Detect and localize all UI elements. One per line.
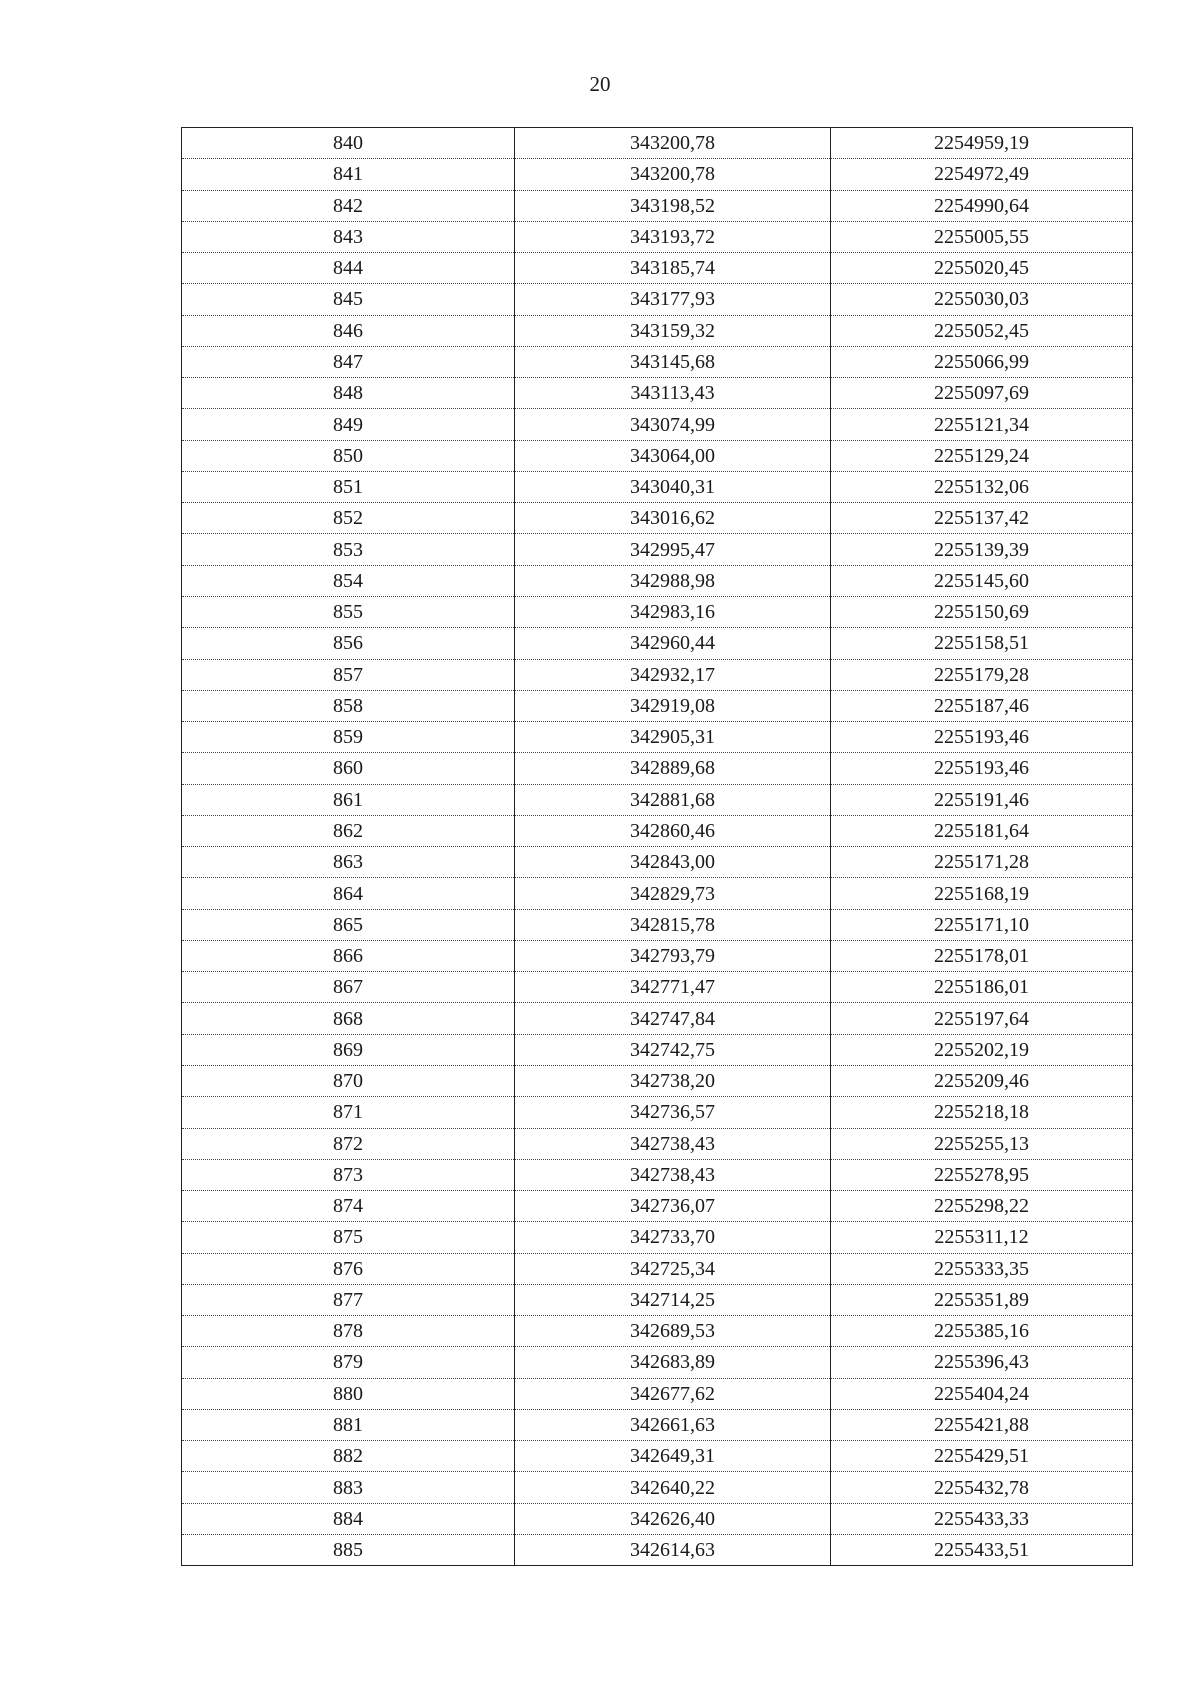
point-number-cell: 884 (182, 1503, 515, 1534)
point-number-cell: 852 (182, 503, 515, 534)
x-coordinate-cell: 342733,70 (515, 1222, 831, 1253)
point-number-cell: 874 (182, 1191, 515, 1222)
y-coordinate-cell: 2255218,18 (831, 1097, 1133, 1128)
point-number-cell: 854 (182, 565, 515, 596)
point-number-cell: 856 (182, 628, 515, 659)
x-coordinate-cell: 342626,40 (515, 1503, 831, 1534)
table-row (182, 346, 1133, 377)
y-coordinate-cell: 2255097,69 (831, 378, 1133, 409)
table-row (182, 284, 1133, 315)
point-number-cell: 875 (182, 1222, 515, 1253)
table-row (182, 815, 1133, 846)
point-number-cell: 885 (182, 1534, 515, 1565)
x-coordinate-cell: 342640,22 (515, 1472, 831, 1503)
x-coordinate-cell: 342725,34 (515, 1253, 831, 1284)
y-coordinate-cell: 2255433,33 (831, 1503, 1133, 1534)
point-number-cell: 859 (182, 722, 515, 753)
point-number-cell: 866 (182, 940, 515, 971)
y-coordinate-cell: 2255433,51 (831, 1534, 1133, 1565)
y-coordinate-cell: 2255333,35 (831, 1253, 1133, 1284)
table-row (182, 596, 1133, 627)
x-coordinate-cell: 343193,72 (515, 221, 831, 252)
point-number-cell: 883 (182, 1472, 515, 1503)
x-coordinate-cell: 342860,46 (515, 815, 831, 846)
y-coordinate-cell: 2255132,06 (831, 471, 1133, 502)
x-coordinate-cell: 342736,57 (515, 1097, 831, 1128)
y-coordinate-cell: 2255137,42 (831, 503, 1133, 534)
table-row (182, 503, 1133, 534)
x-coordinate-cell: 342960,44 (515, 628, 831, 659)
x-coordinate-cell: 343200,78 (515, 159, 831, 190)
x-coordinate-cell: 343113,43 (515, 378, 831, 409)
point-number-cell: 853 (182, 534, 515, 565)
x-coordinate-cell: 342995,47 (515, 534, 831, 565)
y-coordinate-cell: 2255186,01 (831, 972, 1133, 1003)
y-coordinate-cell: 2255178,01 (831, 940, 1133, 971)
point-number-cell: 861 (182, 784, 515, 815)
table-row (182, 1191, 1133, 1222)
y-coordinate-cell: 2255209,46 (831, 1065, 1133, 1096)
x-coordinate-cell: 342771,47 (515, 972, 831, 1003)
table-row (182, 1253, 1133, 1284)
y-coordinate-cell: 2255139,39 (831, 534, 1133, 565)
table-row (182, 409, 1133, 440)
x-coordinate-cell: 342649,31 (515, 1441, 831, 1472)
table-row (182, 1378, 1133, 1409)
table-row (182, 784, 1133, 815)
y-coordinate-cell: 2255202,19 (831, 1034, 1133, 1065)
y-coordinate-cell: 2255121,34 (831, 409, 1133, 440)
point-number-cell: 878 (182, 1316, 515, 1347)
table-row (182, 221, 1133, 252)
table-row (182, 972, 1133, 1003)
table-row (182, 1159, 1133, 1190)
point-number-cell: 846 (182, 315, 515, 346)
point-number-cell: 872 (182, 1128, 515, 1159)
table-row (182, 878, 1133, 909)
y-coordinate-cell: 2255278,95 (831, 1159, 1133, 1190)
y-coordinate-cell: 2255385,16 (831, 1316, 1133, 1347)
y-coordinate-cell: 2255171,28 (831, 847, 1133, 878)
table-row (182, 753, 1133, 784)
x-coordinate-cell: 342689,53 (515, 1316, 831, 1347)
x-coordinate-cell: 342843,00 (515, 847, 831, 878)
y-coordinate-cell: 2255171,10 (831, 909, 1133, 940)
y-coordinate-cell: 2255193,46 (831, 722, 1133, 753)
table-row (182, 722, 1133, 753)
y-coordinate-cell: 2255145,60 (831, 565, 1133, 596)
table-row (182, 1409, 1133, 1440)
y-coordinate-cell: 2255197,64 (831, 1003, 1133, 1034)
x-coordinate-cell: 343198,52 (515, 190, 831, 221)
table-row (182, 847, 1133, 878)
x-coordinate-cell: 343016,62 (515, 503, 831, 534)
x-coordinate-cell: 342742,75 (515, 1034, 831, 1065)
y-coordinate-cell: 2255168,19 (831, 878, 1133, 909)
point-number-cell: 864 (182, 878, 515, 909)
table-row (182, 940, 1133, 971)
y-coordinate-cell: 2254990,64 (831, 190, 1133, 221)
point-number-cell: 882 (182, 1441, 515, 1472)
table-row (182, 659, 1133, 690)
y-coordinate-cell: 2255311,12 (831, 1222, 1133, 1253)
point-number-cell: 849 (182, 409, 515, 440)
x-coordinate-cell: 342881,68 (515, 784, 831, 815)
table-row (182, 128, 1133, 159)
table-row (182, 1316, 1133, 1347)
table-row (182, 440, 1133, 471)
table-row (182, 1534, 1133, 1565)
x-coordinate-cell: 342793,79 (515, 940, 831, 971)
point-number-cell: 848 (182, 378, 515, 409)
y-coordinate-cell: 2254959,19 (831, 128, 1133, 159)
point-number-cell: 865 (182, 909, 515, 940)
y-coordinate-cell: 2255193,46 (831, 753, 1133, 784)
point-number-cell: 869 (182, 1034, 515, 1065)
y-coordinate-cell: 2255181,64 (831, 815, 1133, 846)
x-coordinate-cell: 342747,84 (515, 1003, 831, 1034)
point-number-cell: 863 (182, 847, 515, 878)
x-coordinate-cell: 343064,00 (515, 440, 831, 471)
table-row (182, 909, 1133, 940)
point-number-cell: 843 (182, 221, 515, 252)
y-coordinate-cell: 2254972,49 (831, 159, 1133, 190)
table-row (182, 1034, 1133, 1065)
table-row (182, 1503, 1133, 1534)
table-row (182, 1284, 1133, 1315)
point-number-cell: 876 (182, 1253, 515, 1284)
x-coordinate-cell: 342614,63 (515, 1534, 831, 1565)
table-row (182, 565, 1133, 596)
x-coordinate-cell: 342683,89 (515, 1347, 831, 1378)
x-coordinate-cell: 342983,16 (515, 596, 831, 627)
table-row (182, 1222, 1133, 1253)
y-coordinate-cell: 2255005,55 (831, 221, 1133, 252)
point-number-cell: 868 (182, 1003, 515, 1034)
coordinates-table-body (182, 128, 1133, 1566)
x-coordinate-cell: 342738,43 (515, 1159, 831, 1190)
table-row (182, 315, 1133, 346)
x-coordinate-cell: 342736,07 (515, 1191, 831, 1222)
x-coordinate-cell: 342738,43 (515, 1128, 831, 1159)
x-coordinate-cell: 342714,25 (515, 1284, 831, 1315)
y-coordinate-cell: 2255187,46 (831, 690, 1133, 721)
point-number-cell: 867 (182, 972, 515, 1003)
point-number-cell: 841 (182, 159, 515, 190)
point-number-cell: 873 (182, 1159, 515, 1190)
table-row (182, 1472, 1133, 1503)
point-number-cell: 851 (182, 471, 515, 502)
y-coordinate-cell: 2255432,78 (831, 1472, 1133, 1503)
point-number-cell: 845 (182, 284, 515, 315)
coordinates-table (181, 127, 1133, 1566)
point-number-cell: 870 (182, 1065, 515, 1096)
x-coordinate-cell: 343177,93 (515, 284, 831, 315)
point-number-cell: 879 (182, 1347, 515, 1378)
point-number-cell: 844 (182, 253, 515, 284)
x-coordinate-cell: 342988,98 (515, 565, 831, 596)
point-number-cell: 880 (182, 1378, 515, 1409)
table-row (182, 159, 1133, 190)
y-coordinate-cell: 2255020,45 (831, 253, 1133, 284)
point-number-cell: 850 (182, 440, 515, 471)
y-coordinate-cell: 2255396,43 (831, 1347, 1133, 1378)
x-coordinate-cell: 342932,17 (515, 659, 831, 690)
y-coordinate-cell: 2255191,46 (831, 784, 1133, 815)
point-number-cell: 881 (182, 1409, 515, 1440)
x-coordinate-cell: 342889,68 (515, 753, 831, 784)
table-row (182, 1128, 1133, 1159)
y-coordinate-cell: 2255030,03 (831, 284, 1133, 315)
table-row (182, 1097, 1133, 1128)
y-coordinate-cell: 2255404,24 (831, 1378, 1133, 1409)
y-coordinate-cell: 2255129,24 (831, 440, 1133, 471)
x-coordinate-cell: 343185,74 (515, 253, 831, 284)
x-coordinate-cell: 342677,62 (515, 1378, 831, 1409)
point-number-cell: 840 (182, 128, 515, 159)
table-row (182, 253, 1133, 284)
y-coordinate-cell: 2255421,88 (831, 1409, 1133, 1440)
page-number: 20 (589, 72, 611, 96)
point-number-cell: 855 (182, 596, 515, 627)
point-number-cell: 858 (182, 690, 515, 721)
point-number-cell: 871 (182, 1097, 515, 1128)
y-coordinate-cell: 2255066,99 (831, 346, 1133, 377)
table-row (182, 1441, 1133, 1472)
table-row (182, 628, 1133, 659)
point-number-cell: 847 (182, 346, 515, 377)
x-coordinate-cell: 343074,99 (515, 409, 831, 440)
table-row (182, 471, 1133, 502)
y-coordinate-cell: 2255351,89 (831, 1284, 1133, 1315)
x-coordinate-cell: 343145,68 (515, 346, 831, 377)
table-row (182, 190, 1133, 221)
y-coordinate-cell: 2255429,51 (831, 1441, 1133, 1472)
x-coordinate-cell: 343200,78 (515, 128, 831, 159)
point-number-cell: 842 (182, 190, 515, 221)
table-row (182, 534, 1133, 565)
x-coordinate-cell: 342905,31 (515, 722, 831, 753)
x-coordinate-cell: 342738,20 (515, 1065, 831, 1096)
table-row (182, 1065, 1133, 1096)
point-number-cell: 860 (182, 753, 515, 784)
table-row (182, 690, 1133, 721)
y-coordinate-cell: 2255298,22 (831, 1191, 1133, 1222)
x-coordinate-cell: 343159,32 (515, 315, 831, 346)
y-coordinate-cell: 2255158,51 (831, 628, 1133, 659)
table-row (182, 1347, 1133, 1378)
x-coordinate-cell: 342661,63 (515, 1409, 831, 1440)
point-number-cell: 862 (182, 815, 515, 846)
y-coordinate-cell: 2255150,69 (831, 596, 1133, 627)
y-coordinate-cell: 2255255,13 (831, 1128, 1133, 1159)
x-coordinate-cell: 342829,73 (515, 878, 831, 909)
x-coordinate-cell: 342815,78 (515, 909, 831, 940)
y-coordinate-cell: 2255179,28 (831, 659, 1133, 690)
point-number-cell: 877 (182, 1284, 515, 1315)
y-coordinate-cell: 2255052,45 (831, 315, 1133, 346)
table-row (182, 378, 1133, 409)
table-row (182, 1003, 1133, 1034)
x-coordinate-cell: 342919,08 (515, 690, 831, 721)
point-number-cell: 857 (182, 659, 515, 690)
x-coordinate-cell: 343040,31 (515, 471, 831, 502)
